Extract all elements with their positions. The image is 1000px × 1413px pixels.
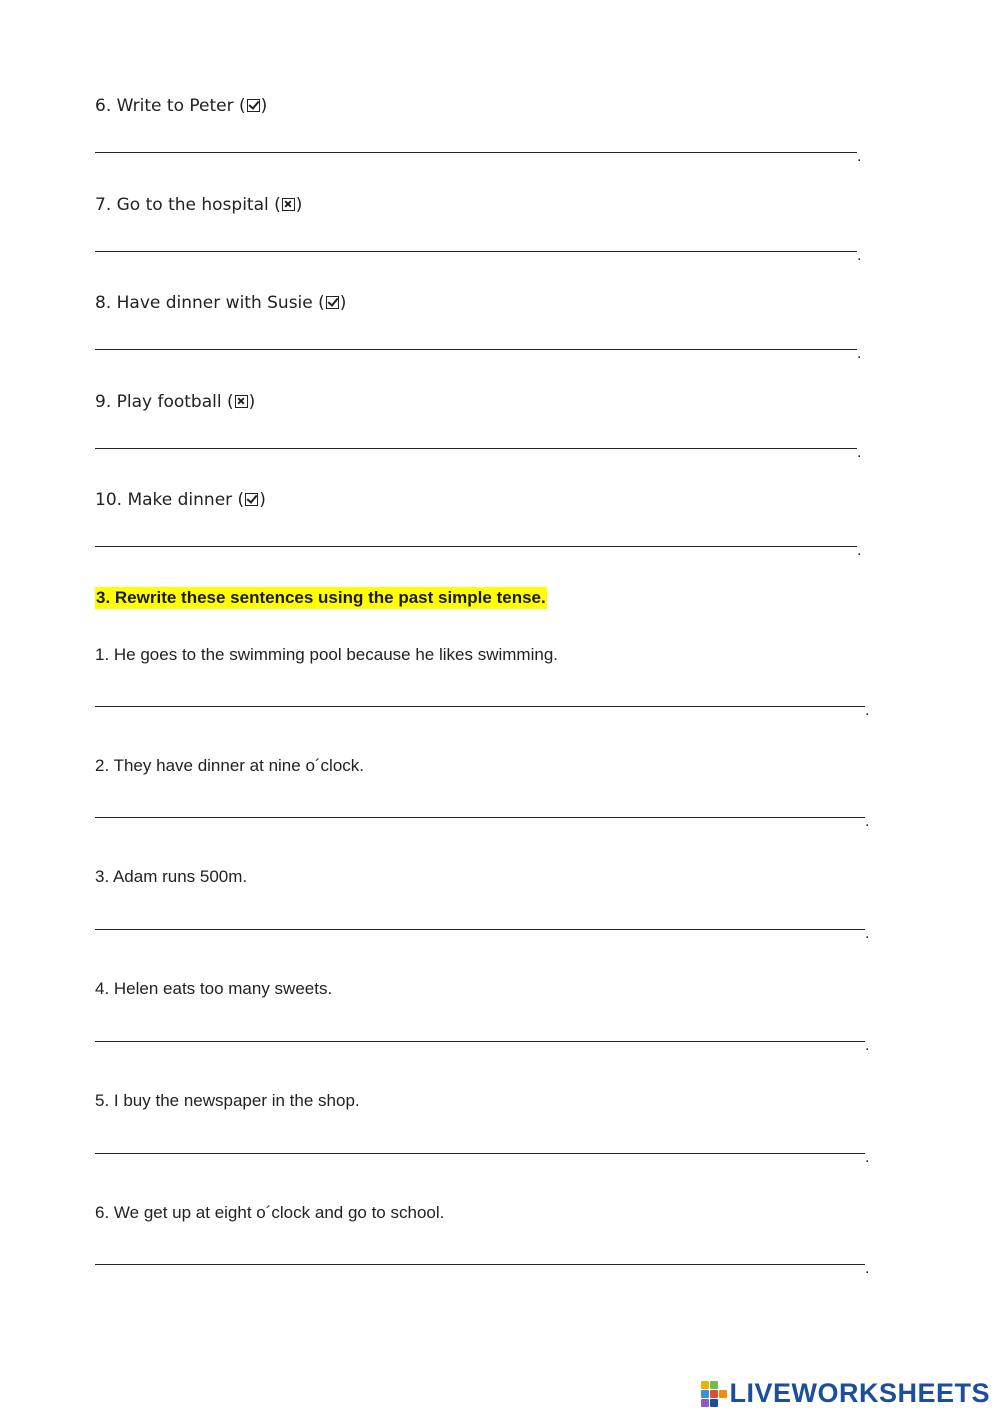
exercise-2-item-10: 10. Make dinner ( ) [95,490,266,510]
answer-line-period: . [857,148,862,165]
answer-line[interactable] [95,1041,865,1042]
answer-line-period: . [865,1037,870,1054]
exercise-3-item-6: 6. We get up at eight o´clock and go to school. [95,1203,445,1222]
checkbox-checked-icon [245,493,258,506]
answer-line[interactable] [95,1153,865,1154]
liveworksheets-logo-icon [701,1379,727,1407]
answer-line[interactable] [95,152,857,153]
answer-line-period: . [857,345,862,362]
checkbox-checked-icon [326,296,339,309]
answer-line-period: . [865,813,870,830]
checkbox-crossed-icon [282,198,295,211]
answer-line-period: . [857,542,862,559]
exercise-3-item-4: 4. Helen eats too many sweets. [95,979,333,998]
answer-line[interactable] [95,349,857,350]
answer-line-period: . [865,1260,870,1277]
exercise-2-item-9: 9. Play football ( ) [95,392,256,412]
answer-line-period: . [865,702,870,719]
answer-line-period: . [865,925,870,942]
exercise-3-item-3: 3. Adam runs 500m. [95,867,248,886]
answer-line-period: . [857,444,862,461]
exercise-2-item-8: 8. Have dinner with Susie ( ) [95,293,347,313]
exercise-3-item-1: 1. He goes to the swimming pool because he likes swimming. [95,645,558,664]
exercise-3-item-2: 2. They have dinner at nine o´clock. [95,756,365,775]
exercise-2-item-7: 7. Go to the hospital ( ) [95,195,303,215]
answer-line[interactable] [95,251,857,252]
exercise-2-item-6: 6. Write to Peter ( ) [95,96,268,116]
answer-line[interactable] [95,706,865,707]
answer-line[interactable] [95,1264,865,1265]
answer-line-period: . [857,247,862,264]
checkbox-checked-icon [247,99,260,112]
answer-line[interactable] [95,448,857,449]
liveworksheets-logo[interactable] [701,1377,990,1409]
answer-line[interactable] [95,546,857,547]
answer-line-period: . [865,1149,870,1166]
exercise-3-heading: 3. Rewrite these sentences using the past simple tense. [96,588,546,607]
liveworksheets-logo-text: LIVEWORKSHEETS [729,1377,990,1408]
answer-line[interactable] [95,817,865,818]
checkbox-crossed-icon [235,395,248,408]
answer-line[interactable] [95,929,865,930]
exercise-3-item-5: 5. I buy the newspaper in the shop. [95,1091,360,1110]
